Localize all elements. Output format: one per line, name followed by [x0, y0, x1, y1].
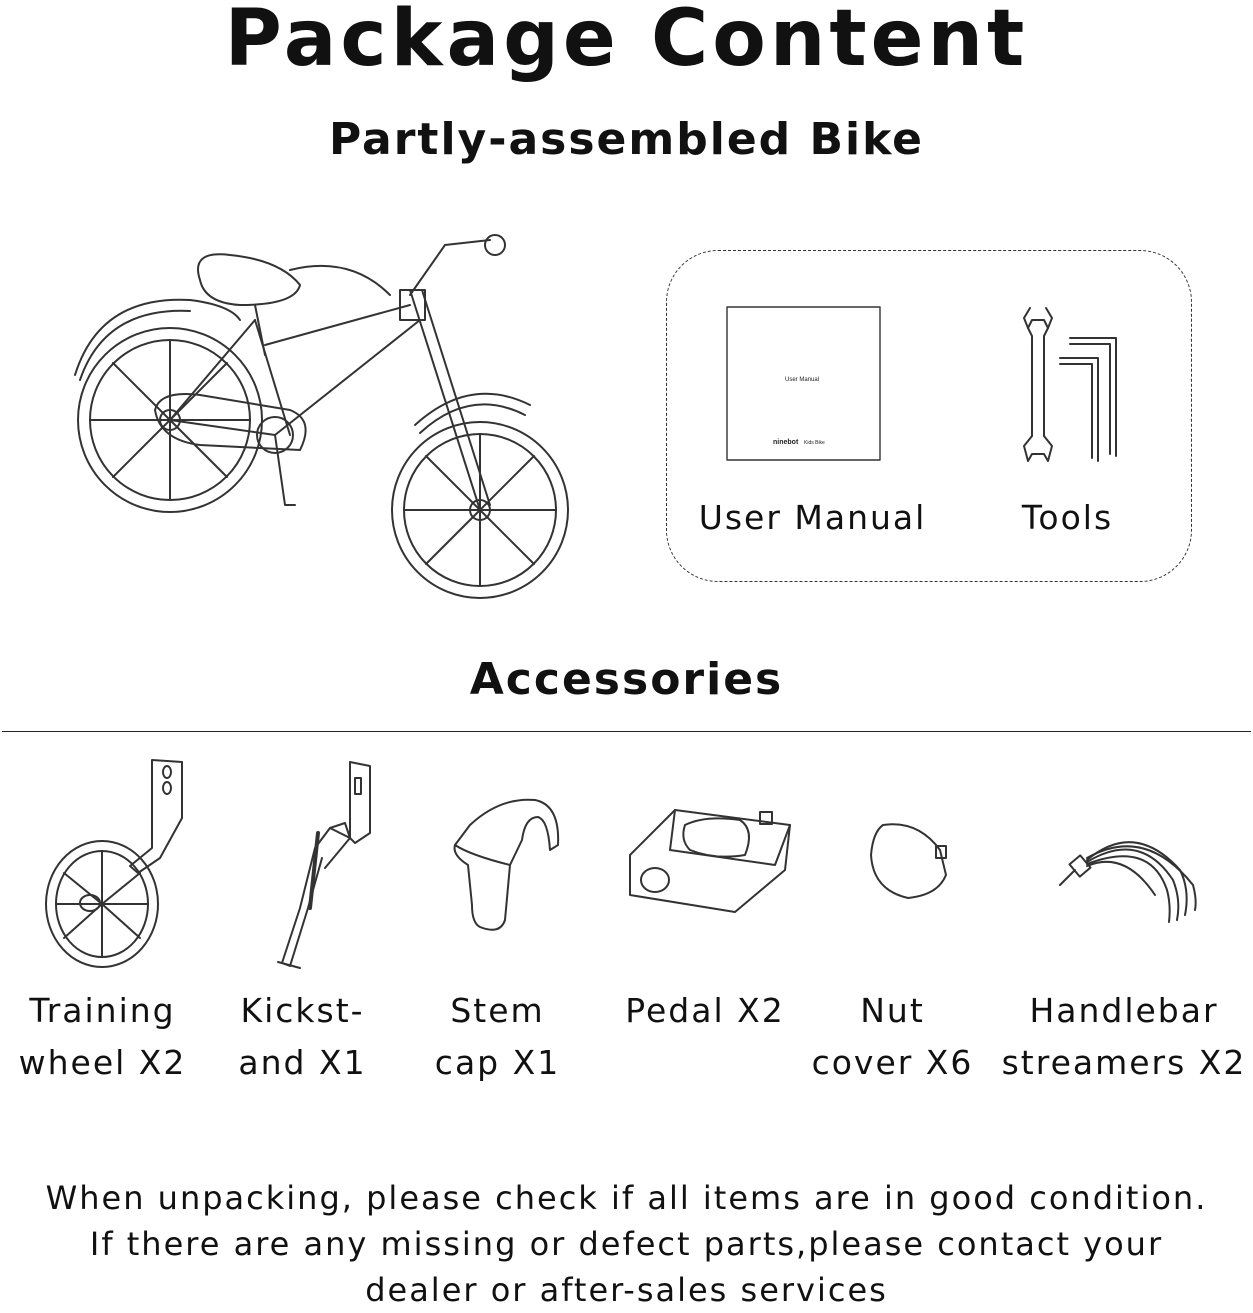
section-title-accessories: Accessories	[469, 654, 784, 705]
accessory-label-streamers: Handlebar streamers X2	[1001, 991, 1247, 1082]
divider	[2, 731, 1251, 732]
nut-cover-icon	[868, 820, 958, 905]
manual-cover-brand: ninebot	[773, 439, 799, 446]
bike-illustration	[60, 225, 580, 605]
tools-label: Tools	[1021, 498, 1114, 537]
accessory-label-stem-cap: Stem cap X1	[434, 991, 561, 1082]
stem-cap-icon	[450, 795, 565, 935]
accessory-label-nut-cover: Nut cover X6	[811, 991, 974, 1082]
tools-icon	[1018, 306, 1128, 471]
streamers-icon	[1055, 830, 1200, 925]
accessory-label-training-wheel: Training wheel X2	[18, 991, 187, 1082]
page-title: Package Content	[224, 0, 1029, 84]
accessory-label-pedal: Pedal X2	[625, 991, 785, 1030]
pedal-icon	[625, 800, 795, 915]
section-title-bike: Partly-assembled Bike	[328, 114, 925, 165]
notice-line-3: dealer or after-sales services	[365, 1271, 888, 1309]
user-manual-icon	[726, 306, 882, 462]
manual-cover-title: User Manual	[784, 377, 820, 383]
notice-line-1: When unpacking, please check if all items are in good condition.	[45, 1179, 1208, 1217]
manual-cover-sub: Kids Bike	[804, 440, 825, 446]
user-manual-label: User Manual	[698, 498, 927, 537]
notice-line-2: If there are any missing or defect parts,please contact your	[89, 1225, 1164, 1263]
accessory-label-kickstand: Kickst- and X1	[238, 991, 367, 1082]
unpacking-notice	[0, 1175, 1253, 1313]
training-wheel-icon	[40, 758, 190, 973]
kickstand-icon	[270, 758, 380, 973]
